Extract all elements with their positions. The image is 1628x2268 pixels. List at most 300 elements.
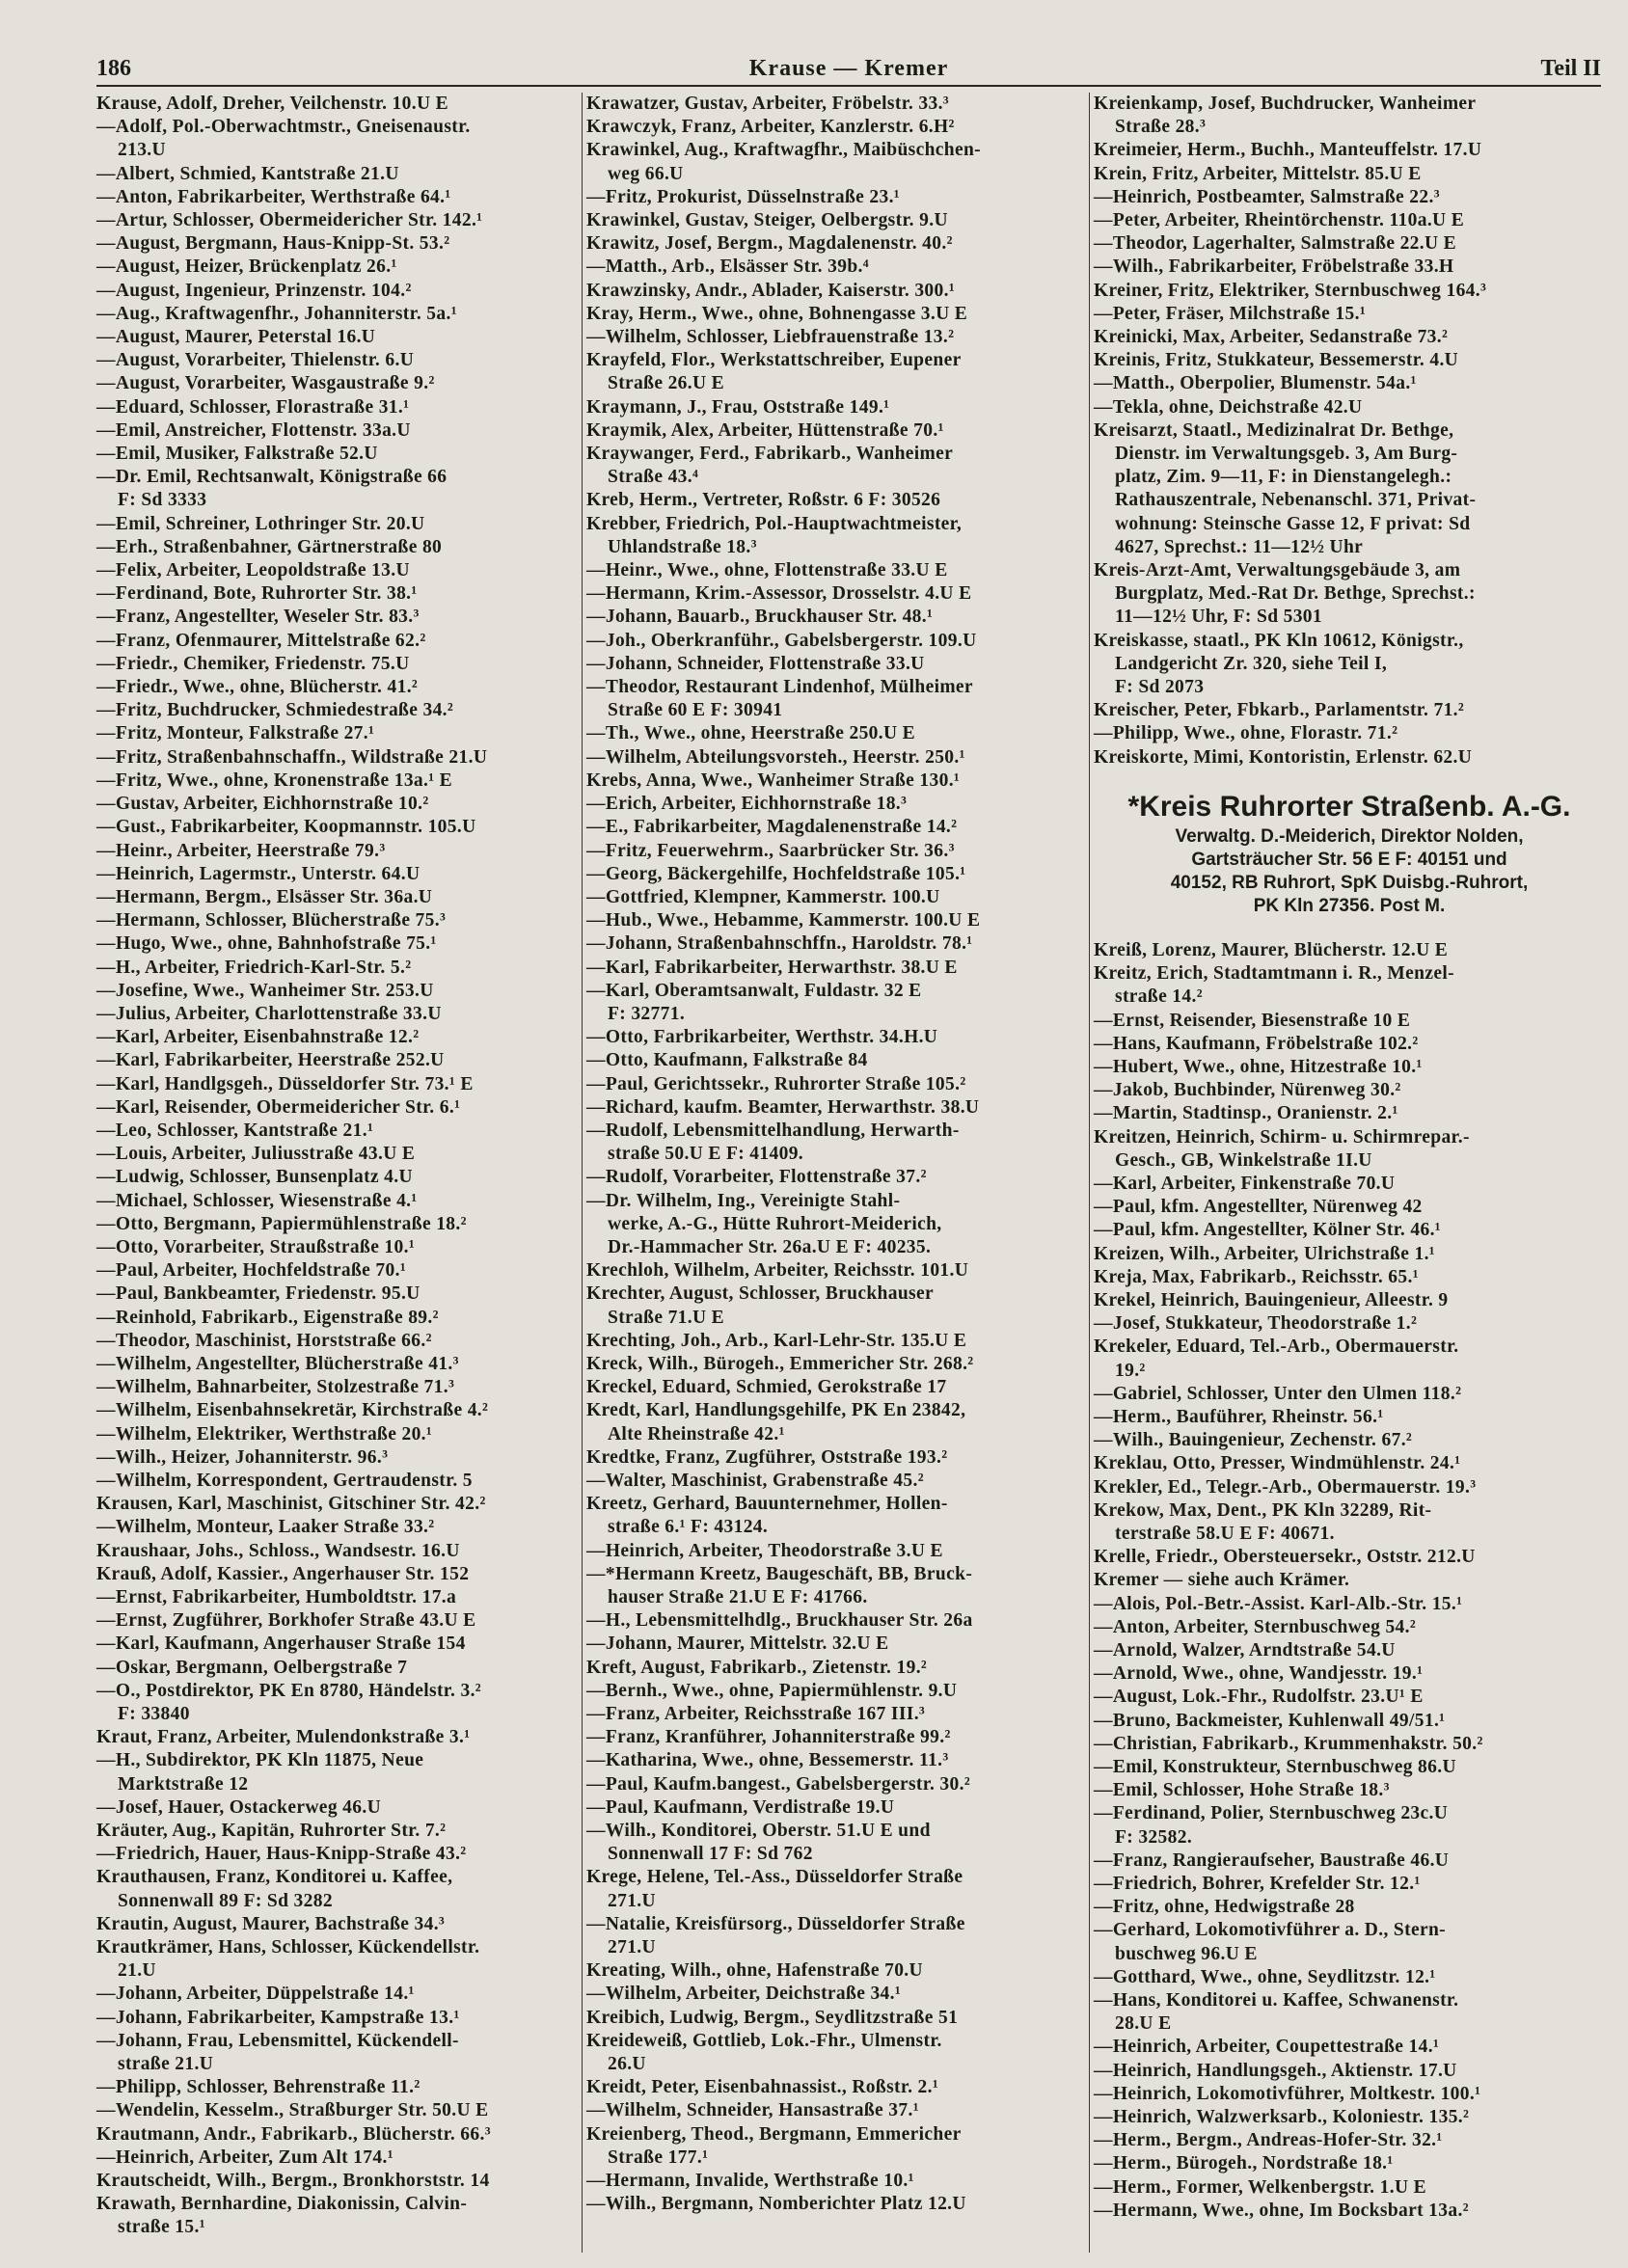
directory-entry — [96, 1120, 579, 1143]
directory-entry — [96, 1330, 579, 1353]
entry-line: —Richard, kaufm. Beamter, Herwarthstr. 38.U — [586, 1096, 980, 1118]
directory-entry — [96, 280, 579, 303]
entry-line: Krawzinsky, Andr., Ablader, Kaiserstr. 300.¹ — [586, 280, 956, 301]
entry-continuation-line: 271.U — [608, 1890, 656, 1911]
entry-line: —Anton, Arbeiter, Sternbuschweg 54.² — [1094, 1616, 1417, 1637]
entry-line: —Gerhard, Lokomotivführer a. D., Stern- — [1094, 1920, 1446, 1941]
entry-line: —Christian, Fabrikarb., Krummenhakstr. 50.² — [1094, 1733, 1483, 1754]
directory-entry — [586, 722, 1088, 745]
directory-entry — [586, 513, 1088, 559]
entry-line: Krawinkel, Gustav, Steiger, Oelbergstr. 9.U — [586, 210, 948, 231]
entry-line: —Emil, Schreiner, Lothringer Str. 20.U — [96, 513, 425, 534]
directory-entry — [96, 116, 579, 162]
entry-line: —Bernh., Wwe., ohne, Papiermühlenstr. 9.U — [586, 1680, 958, 1701]
entry-line: —Wilhelm, Eisenbahnsekretär, Kirchstraße 4.² — [96, 1400, 489, 1421]
directory-entry — [586, 186, 1088, 209]
entry-line: Kreetz, Gerhard, Bauunternehmer, Hollen- — [586, 1494, 948, 1515]
entry-line: —Heinrich, Handlungsgeh., Aktienstr. 17.U — [1094, 2060, 1457, 2081]
entry-line: —Walter, Maschinist, Grabenstraße 45.² — [586, 1470, 924, 1491]
entry-line: —Emil, Konstrukteur, Sternbuschweg 86.U — [1094, 1757, 1456, 1777]
directory-entry — [1094, 939, 1605, 962]
directory-entry — [586, 443, 1088, 489]
entry-line: Kredt, Karl, Handlungsgehilfe, PK En 23842, — [586, 1400, 966, 1421]
entry-continuation-line: F: Sd 2073 — [1115, 677, 1205, 698]
entry-line: Krauß, Adolf, Kassier., Angerhauser Str. 152 — [96, 1563, 470, 1584]
entry-line: —Paul, Kaufm.bangest., Gabelsbergerstr. 30.² — [586, 1773, 971, 1795]
directory-entry — [1094, 1966, 1605, 1989]
entry-line: —Gotthard, Wwe., ohne, Seydlitzstr. 12.¹ — [1094, 1966, 1436, 1987]
directory-entry — [96, 349, 579, 372]
entry-line: —Gabriel, Schlosser, Unter den Ulmen 118.² — [1094, 1383, 1462, 1404]
directory-entry — [96, 1749, 579, 1796]
entry-line: —Johann, Maurer, Mittelstr. 32.U E — [586, 1634, 889, 1655]
directory-entry — [1094, 209, 1605, 232]
entry-continuation-line: weg 66.U — [608, 163, 684, 184]
directory-entry — [96, 816, 579, 839]
directory-entry — [96, 770, 579, 793]
directory-entry — [1094, 303, 1605, 326]
entry-line: —Wilhelm, Korrespondent, Gertraudenstr. 5 — [96, 1470, 473, 1491]
entry-line: Kreck, Wilh., Bürogeh., Emmericher Str. 268.² — [586, 1353, 974, 1374]
entry-line: —H., Arbeiter, Friedrich-Karl-Str. 5.² — [96, 957, 412, 978]
directory-entry — [1094, 1919, 1605, 1965]
directory-entry — [96, 1353, 579, 1376]
entry-continuation-line: Straße 71.U E — [608, 1307, 725, 1328]
directory-entry — [96, 1516, 579, 1539]
entry-line: —Fritz, Buchdrucker, Schmiedestraße 34.² — [96, 700, 454, 721]
directory-entry — [586, 980, 1088, 1026]
directory-entry — [96, 419, 579, 443]
entry-line: —Heinrich, Arbeiter, Theodorstraße 3.U E — [586, 1540, 943, 1561]
entry-line: —Hermann, Wwe., ohne, Im Bocksbart 13a.² — [1094, 2200, 1469, 2221]
directory-entry — [586, 886, 1088, 909]
directory-entry — [96, 163, 579, 186]
entry-continuation-line: Straße 43.⁴ — [608, 467, 699, 488]
directory-entry — [586, 1796, 1088, 1820]
entry-line: —Oskar, Bergmann, Oelbergstraße 7 — [96, 1657, 408, 1678]
directory-entry — [586, 116, 1088, 139]
directory-entry — [96, 2099, 579, 2122]
page-number: 186 — [96, 56, 131, 81]
directory-entry — [96, 443, 579, 466]
entry-line: Krautin, August, Maurer, Bachstraße 34.³ — [96, 1913, 446, 1934]
entry-continuation-line: Straße 28.³ — [1115, 117, 1207, 138]
entry-line: —August, Maurer, Peterstal 16.U — [96, 327, 376, 348]
entry-line: —Franz, Kranführer, Johanniterstraße 99.² — [586, 1727, 951, 1748]
directory-entry — [586, 582, 1088, 606]
entry-continuation-line: Uhlandstraße 18.³ — [608, 536, 757, 557]
entry-line: —Fritz, ohne, Hedwigstraße 28 — [1094, 1897, 1355, 1918]
entry-line: Krechter, August, Schlosser, Bruckhauser — [586, 1283, 934, 1305]
directory-entry — [586, 2099, 1088, 2122]
directory-entry — [586, 1657, 1088, 1680]
entry-line: —*Hermann Kreetz, Baugeschäft, BB, Bruck- — [586, 1563, 973, 1584]
entry-line: —Ferdinand, Bote, Ruhrorter Str. 38.¹ — [96, 583, 418, 605]
directory-entry — [1094, 1429, 1605, 1452]
directory-entry — [586, 396, 1088, 419]
directory-entry — [1094, 1219, 1605, 1242]
directory-entry — [1094, 1639, 1605, 1662]
directory-entry — [586, 2170, 1088, 2193]
directory-entry — [1094, 1102, 1605, 1125]
directory-entry — [1094, 2083, 1605, 2106]
directory-entry — [96, 699, 579, 722]
directory-entry — [586, 232, 1088, 256]
directory-entry — [96, 1820, 579, 1843]
directory-entry — [1094, 326, 1605, 349]
entry-line: —Ernst, Reisender, Biesenstraße 10 E — [1094, 1010, 1411, 1031]
entry-continuation-line: platz, Zim. 9—11, F: in Dienstangelegh.: — [1115, 467, 1452, 488]
entry-line: Krein, Fritz, Arbeiter, Mittelstr. 85.U E — [1094, 163, 1422, 184]
directory-entry — [96, 466, 579, 512]
entry-continuation-line: 213.U — [118, 140, 166, 161]
advertisement-title: *Kreis Ruhrorter Straßenb. A.-G. — [1127, 790, 1571, 823]
entry-line: —Fritz, Wwe., ohne, Kronenstraße 13a.¹ E — [96, 770, 453, 791]
entry-line: —Peter, Arbeiter, Rheintörchenstr. 110a.U E — [1094, 210, 1465, 231]
entry-line: —Tekla, ohne, Deichstraße 42.U — [1094, 396, 1363, 418]
entry-line: —Dr. Wilhelm, Ing., Vereinigte Stahl- — [586, 1190, 901, 1211]
directory-entry — [1094, 1243, 1605, 1266]
entry-line: Kreibich, Ludwig, Bergm., Seydlitzstraße 51 — [586, 2007, 959, 2028]
directory-entry — [96, 2170, 579, 2193]
entry-line: —August, Vorarbeiter, Thielenstr. 6.U — [96, 350, 415, 371]
directory-entry — [586, 840, 1088, 863]
entry-continuation-line: 11—12½ Uhr, F: Sd 5301 — [1115, 607, 1323, 628]
entry-line: Krechting, Joh., Arb., Karl-Lehr-Str. 135.U E — [586, 1330, 967, 1351]
entry-line: —Heinrich, Lokomotivführer, Moltkestr. 100.¹ — [1094, 2083, 1481, 2104]
directory-entry — [96, 1843, 579, 1866]
directory-entry — [586, 1680, 1088, 1703]
entry-line: —Heinrich, Walzwerksarb., Koloniestr. 135.² — [1094, 2107, 1470, 2128]
directory-entry — [1094, 1850, 1605, 1873]
directory-entry — [1094, 699, 1605, 722]
directory-entry — [586, 1376, 1088, 1399]
directory-entry — [96, 1143, 579, 1166]
directory-entry — [96, 1236, 579, 1259]
entry-line: —Josef, Hauer, Ostackerweg 46.U — [96, 1796, 381, 1818]
directory-entry — [96, 1166, 579, 1189]
entry-line: —Karl, Arbeiter, Eisenbahnstraße 12.² — [96, 1027, 420, 1048]
entry-line: —Martin, Stadtinsp., Oranienstr. 2.¹ — [1094, 1103, 1398, 1124]
entry-line: —Paul, kfm. Angestellter, Kölner Str. 46.¹ — [1094, 1220, 1441, 1241]
entry-line: —Ferdinand, Polier, Sternbuschweg 23c.U — [1094, 1803, 1449, 1824]
directory-entry — [1094, 1452, 1605, 1475]
entry-line: —Fritz, Monteur, Falkstraße 27.¹ — [96, 723, 375, 744]
entry-line: —Franz, Arbeiter, Reichsstraße 167 III.³ — [586, 1704, 926, 1725]
directory-entry — [96, 1259, 579, 1282]
entry-line: —Eduard, Schlosser, Florastraße 31.¹ — [96, 396, 410, 418]
entry-line: —Hermann, Schlosser, Blücherstraße 75.³ — [96, 910, 447, 932]
directory-entry — [96, 2193, 579, 2239]
entry-line: —Emil, Anstreicher, Flottenstr. 33a.U — [96, 419, 411, 441]
entry-line: —Johann, Frau, Lebensmittel, Kückendell- — [96, 2030, 459, 2051]
directory-entry — [586, 93, 1088, 116]
directory-entry — [586, 1749, 1088, 1772]
directory-entry — [1094, 186, 1605, 209]
entry-line: Kreiskasse, staatl., PK Kln 10612, Königstr., — [1094, 630, 1464, 651]
directory-entry — [96, 93, 579, 116]
entry-line: —Fritz, Prokurist, Düsselnstraße 23.¹ — [586, 186, 900, 207]
directory-entry — [96, 1096, 579, 1120]
directory-entry — [1094, 1686, 1605, 1709]
directory-entry — [1094, 2060, 1605, 2083]
directory-entry — [586, 1959, 1088, 1983]
entry-line: Kraut, Franz, Arbeiter, Mulendonkstraße 3.¹ — [96, 1727, 471, 1748]
entry-line: Kremer — siehe auch Krämer. — [1094, 1570, 1350, 1591]
directory-entry — [96, 1563, 579, 1586]
advertisement-line: Gartsträucher Str. 56 E F: 40151 und — [1191, 849, 1507, 870]
directory-entry — [96, 653, 579, 676]
entry-line: Kreklau, Otto, Presser, Windmühlenstr. 24.¹ — [1094, 1453, 1461, 1474]
directory-entry — [1094, 2200, 1605, 2223]
directory-entry — [586, 1703, 1088, 1726]
directory-entry — [586, 746, 1088, 770]
directory-entry — [1094, 1406, 1605, 1429]
entry-continuation-line: Straße 60 E F: 30941 — [608, 700, 783, 721]
entry-line: —Heinrich, Arbeiter, Zum Alt 174.¹ — [96, 2146, 393, 2168]
entry-line: —Wilhelm, Angestellter, Blücherstraße 41.³ — [96, 1353, 459, 1374]
entry-line: Kraushaar, Johs., Schloss., Wandsestr. 16.U — [96, 1540, 460, 1561]
entry-line: —Johann, Straßenbahnschffn., Haroldstr. 78.¹ — [586, 933, 973, 955]
entry-line: —Heinr., Arbeiter, Heerstraße 79.³ — [96, 840, 386, 861]
entry-line: —Fritz, Straßenbahnschaffn., Wildstraße 21.U — [96, 746, 488, 768]
entry-line: —O., Postdirektor, PK En 8780, Händelstr. 3.² — [96, 1680, 481, 1701]
directory-entry — [1094, 1173, 1605, 1196]
entry-line: —H., Lebensmittelhdlg., Bruckhauser Str. 26a — [586, 1610, 973, 1632]
directory-entry — [1094, 962, 1605, 1009]
entry-line: —Wilh., Konditorei, Oberstr. 51.U E und — [586, 1821, 931, 1842]
directory-entry — [586, 1330, 1088, 1353]
directory-entry — [96, 1633, 579, 1656]
directory-entry — [586, 1073, 1088, 1096]
directory-entry — [1094, 1476, 1605, 1499]
directory-entry — [1094, 232, 1605, 256]
directory-entry — [96, 1190, 579, 1213]
directory-entry — [96, 2146, 579, 2170]
directory-entry — [1094, 1266, 1605, 1289]
entry-line: Krechloh, Wilhelm, Arbeiter, Reichsstr. 101.U — [586, 1260, 969, 1282]
entry-line: Kreis-Arzt-Amt, Verwaltungsgebäude 3, am — [1094, 560, 1461, 581]
directory-entry — [1094, 1056, 1605, 1079]
directory-entry — [96, 630, 579, 653]
entry-line: Krayfeld, Flor., Werkstattschreiber, Eupener — [586, 350, 962, 371]
entry-line: Krelle, Friedr., Obersteuersekr., Oststr. 212.U — [1094, 1547, 1476, 1568]
directory-entry — [96, 1470, 579, 1493]
entry-line: —Theodor, Maschinist, Horststraße 66.² — [96, 1330, 432, 1351]
entry-line: —Dr. Emil, Rechtsanwalt, Königstraße 66 — [96, 467, 448, 488]
entry-line: Krekler, Ed., Telegr.-Arb., Obermauerstr. 19.³ — [1094, 1476, 1477, 1498]
directory-entry — [96, 980, 579, 1003]
entry-continuation-line: straße 6.¹ F: 43124. — [608, 1517, 769, 1538]
entry-line: —Ludwig, Schlosser, Bunsenplatz 4.U — [96, 1167, 413, 1188]
entry-continuation-line: Dr.-Hammacher Str. 26a.U E F: 40235. — [608, 1236, 932, 1257]
entry-line: —Wilhelm, Arbeiter, Deichstraße 34.¹ — [586, 1984, 902, 2005]
directory-entry — [586, 1446, 1088, 1470]
entry-line: —Karl, Reisender, Obermeidericher Str. 6.¹ — [96, 1096, 461, 1118]
entry-line: Kreitz, Erich, Stadtamtmann i. R., Menzel- — [1094, 963, 1454, 985]
entry-line: —Friedr., Wwe., ohne, Blücherstr. 41.² — [96, 677, 419, 698]
entry-line: Kreienberg, Theod., Bergmann, Emmericher — [586, 2123, 962, 2145]
entry-line: Krawinkel, Aug., Kraftwagfhr., Maibüschchen- — [586, 140, 982, 161]
directory-entry — [586, 489, 1088, 512]
entry-line: Krautkrämer, Hans, Schlosser, Kückendellstr. — [96, 1937, 480, 1958]
directory-entry — [586, 1820, 1088, 1866]
entry-line: —Emil, Musiker, Falkstraße 52.U — [96, 444, 378, 465]
entry-line: Krawath, Bernhardine, Diakonissin, Calvin- — [96, 2194, 468, 2215]
directory-entry — [1094, 1289, 1605, 1312]
directory-entry — [1094, 1662, 1605, 1686]
entry-line: —Heinrich, Arbeiter, Coupettestraße 14.¹ — [1094, 2037, 1440, 2058]
directory-entry — [96, 303, 579, 326]
entry-line: —Hermann, Bergm., Elsässer Str. 36a.U — [96, 886, 433, 907]
entry-line: —Erich, Arbeiter, Eichhornstraße 18.³ — [586, 794, 908, 815]
directory-entry — [96, 1586, 579, 1609]
entry-line: Kreizen, Wilh., Arbeiter, Ulrichstraße 1.¹ — [1094, 1243, 1435, 1264]
directory-entry — [586, 209, 1088, 232]
entry-continuation-line: Sonnenwall 89 F: Sd 3282 — [118, 1890, 333, 1911]
entry-line: —Anton, Fabrikarbeiter, Werthstraße 64.¹ — [96, 186, 451, 207]
column-divider — [1089, 93, 1090, 2253]
entry-continuation-line: Straße 177.¹ — [608, 2146, 709, 2168]
directory-entry — [586, 1166, 1088, 1189]
directory-entry — [96, 1423, 579, 1446]
directory-entry — [1094, 1079, 1605, 1102]
directory-entry — [96, 2123, 579, 2146]
directory-entry — [1094, 280, 1605, 303]
directory-entry — [586, 256, 1088, 279]
directory-entry — [96, 1913, 579, 1936]
directory-entry — [96, 513, 579, 536]
entry-line: —Rudolf, Vorarbeiter, Flottenstraße 37.² — [586, 1167, 927, 1188]
entry-line: —Katharina, Wwe., ohne, Bessemerstr. 11.³ — [586, 1750, 949, 1771]
directory-entry — [1094, 93, 1605, 139]
directory-entry — [586, 1049, 1088, 1072]
entry-line: —Wilhelm, Abteilungsvorsteh., Heerstr. 250.¹ — [586, 746, 965, 768]
entry-line: Krekel, Heinrich, Bauingenieur, Alleestr. 9 — [1094, 1289, 1449, 1310]
entry-line: —Wilhelm, Schlosser, Liebfrauenstraße 13.² — [586, 327, 955, 348]
directory-entry — [96, 559, 579, 582]
directory-entry — [96, 746, 579, 770]
entry-line: —Heinrich, Lagermstr., Unterstr. 64.U — [96, 863, 421, 884]
entry-continuation-line: Alte Rheinstraße 42.¹ — [608, 1423, 785, 1444]
entry-continuation-line: straße 21.U — [118, 2054, 214, 2075]
directory-entry — [1094, 722, 1605, 745]
entry-line: —Wilhelm, Schneider, Hansastraße 37.¹ — [586, 2100, 919, 2121]
directory-entry — [96, 1680, 579, 1726]
directory-entry — [96, 1026, 579, 1049]
entry-line: —Peter, Fräser, Milchstraße 15.¹ — [1094, 303, 1367, 324]
entry-line: —Wilh., Bauingenieur, Zechenstr. 67.² — [1094, 1430, 1413, 1451]
entry-line: Krawatzer, Gustav, Arbeiter, Fröbelstr. 33.³ — [586, 94, 949, 114]
entry-line: Kreienkamp, Josef, Buchdrucker, Wanheimer — [1094, 94, 1477, 114]
directory-entry — [96, 582, 579, 606]
directory-entry — [1094, 1336, 1605, 1382]
entry-continuation-line: straße 50.U E F: 41409. — [608, 1144, 804, 1165]
directory-entry — [586, 1493, 1088, 1539]
entry-continuation-line: hauser Straße 21.U E F: 41766. — [608, 1587, 868, 1607]
entry-line: —August, Vorarbeiter, Wasgaustraße 9.² — [96, 373, 435, 394]
entry-line: —Wilhelm, Monteur, Laaker Straße 33.² — [96, 1517, 435, 1538]
entry-line: —Herm., Bürogeh., Nordstraße 18.¹ — [1094, 2153, 1394, 2174]
directory-entry — [96, 1493, 579, 1516]
entry-continuation-line: Rathauszentrale, Nebenanschl. 371, Privat- — [1115, 490, 1477, 511]
directory-entry — [586, 1913, 1088, 1959]
entry-line: —Ernst, Fabrikarbeiter, Humboldtstr. 17.a — [96, 1587, 457, 1607]
directory-entry — [96, 186, 579, 209]
directory-entry — [96, 2007, 579, 2030]
directory-entry — [586, 1609, 1088, 1633]
directory-entry — [96, 1049, 579, 1072]
directory-entry — [586, 303, 1088, 326]
entry-continuation-line: Marktstraße 12 — [118, 1773, 249, 1795]
entry-line: —Herm., Bauführer, Rheinstr. 56.¹ — [1094, 1406, 1384, 1427]
directory-entry — [586, 2030, 1088, 2076]
directory-entry — [1094, 349, 1605, 372]
entry-line: —Johann, Fabrikarbeiter, Kampstraße 13.¹ — [96, 2007, 460, 2028]
entry-line: Krause, Adolf, Dreher, Veilchenstr. 10.U E — [96, 94, 448, 114]
entry-line: Kreisarzt, Staatl., Medizinalrat Dr. Bethge, — [1094, 419, 1454, 441]
directory-entry — [96, 793, 579, 816]
directory-entry — [1094, 2106, 1605, 2129]
page-title: Krause — Kremer — [748, 56, 949, 81]
entry-line: Kraymik, Alex, Arbeiter, Hüttenstraße 70.¹ — [586, 419, 944, 441]
advertisement-block — [1094, 789, 1605, 918]
entry-line: Krekeler, Eduard, Tel.-Arb., Obermauerstr. — [1094, 1336, 1459, 1358]
entry-line: Kreb, Herm., Vertreter, Roßstr. 6 F: 30526 — [586, 490, 941, 511]
entry-line: —Paul, Gerichtssekr., Ruhrorter Straße 105.² — [586, 1073, 966, 1094]
directory-entry — [96, 1936, 579, 1983]
advertisement-line: PK Kln 27356. Post M. — [1253, 895, 1446, 916]
directory-entry — [586, 1540, 1088, 1563]
entry-line: —Karl, Arbeiter, Finkenstraße 70.U — [1094, 1173, 1396, 1194]
entry-line: Kreiner, Fritz, Elektriker, Sternbuschweg 164.³ — [1094, 280, 1487, 301]
directory-entry — [1094, 1010, 1605, 1033]
directory-entry — [1094, 1569, 1605, 1592]
entry-line: —Johann, Arbeiter, Düppelstraße 14.¹ — [96, 1984, 415, 2005]
advertisement-line: Verwaltg. D.-Meiderich, Direktor Nolden, — [1175, 825, 1524, 847]
directory-entry — [586, 1399, 1088, 1445]
entry-line: Kreidt, Peter, Eisenbahnassist., Roßstr. 2.¹ — [586, 2077, 939, 2098]
entry-line: —August, Bergmann, Haus-Knipp-St. 53.² — [96, 233, 450, 255]
directory-entry — [96, 2030, 579, 2076]
directory-entry — [586, 1190, 1088, 1260]
entry-line: —Wilh., Fabrikarbeiter, Fröbelstraße 33.H — [1094, 256, 1454, 278]
entry-line: —Gottfried, Klempner, Kammerstr. 100.U — [586, 886, 940, 907]
directory-entry — [586, 676, 1088, 722]
entry-line: —Heinr., Wwe., ohne, Flottenstraße 33.U E — [586, 560, 948, 581]
entry-line: Kraywanger, Ferd., Fabrikarb., Wanheimer — [586, 444, 954, 465]
directory-entry — [586, 1633, 1088, 1656]
entry-continuation-line: 4627, Sprechst.: 11—12½ Uhr — [1115, 536, 1364, 557]
entry-line: —Fritz, Feuerwehrm., Saarbrücker Str. 36.³ — [586, 840, 955, 861]
entry-line: —Karl, Handlgsgeh., Düsseldorfer Str. 73.¹ E — [96, 1073, 474, 1094]
entry-line: —Hans, Kaufmann, Fröbelstraße 102.² — [1094, 1033, 1419, 1054]
entry-line: Kreja, Max, Fabrikarb., Reichsstr. 65.¹ — [1094, 1266, 1419, 1287]
directory-entry — [586, 1120, 1088, 1166]
entry-line: —Arnold, Walzer, Arndtstraße 54.U — [1094, 1639, 1396, 1660]
directory-entry — [96, 606, 579, 629]
entry-line: —Gust., Fabrikarbeiter, Koopmannstr. 105.U — [96, 817, 476, 838]
entry-line: Kreideweiß, Gottlieb, Lok.-Fhr., Ulmenstr. — [586, 2030, 942, 2051]
entry-continuation-line: werke, A.-G., Hütte Ruhrort-Meiderich, — [608, 1213, 942, 1234]
entry-continuation-line: Dienstr. im Verwaltungsgeb. 3, Am Burg- — [1115, 444, 1458, 465]
directory-entry — [586, 1282, 1088, 1329]
entry-line: —Friedrich, Hauer, Haus-Knipp-Straße 43.² — [96, 1844, 467, 1865]
entry-line: —Johann, Schneider, Flottenstraße 33.U — [586, 653, 925, 674]
directory-entry — [1094, 1989, 1605, 2036]
directory-entry — [1094, 1710, 1605, 1733]
entry-line: —Hub., Wwe., Hebamme, Kammerstr. 100.U E — [586, 910, 981, 932]
